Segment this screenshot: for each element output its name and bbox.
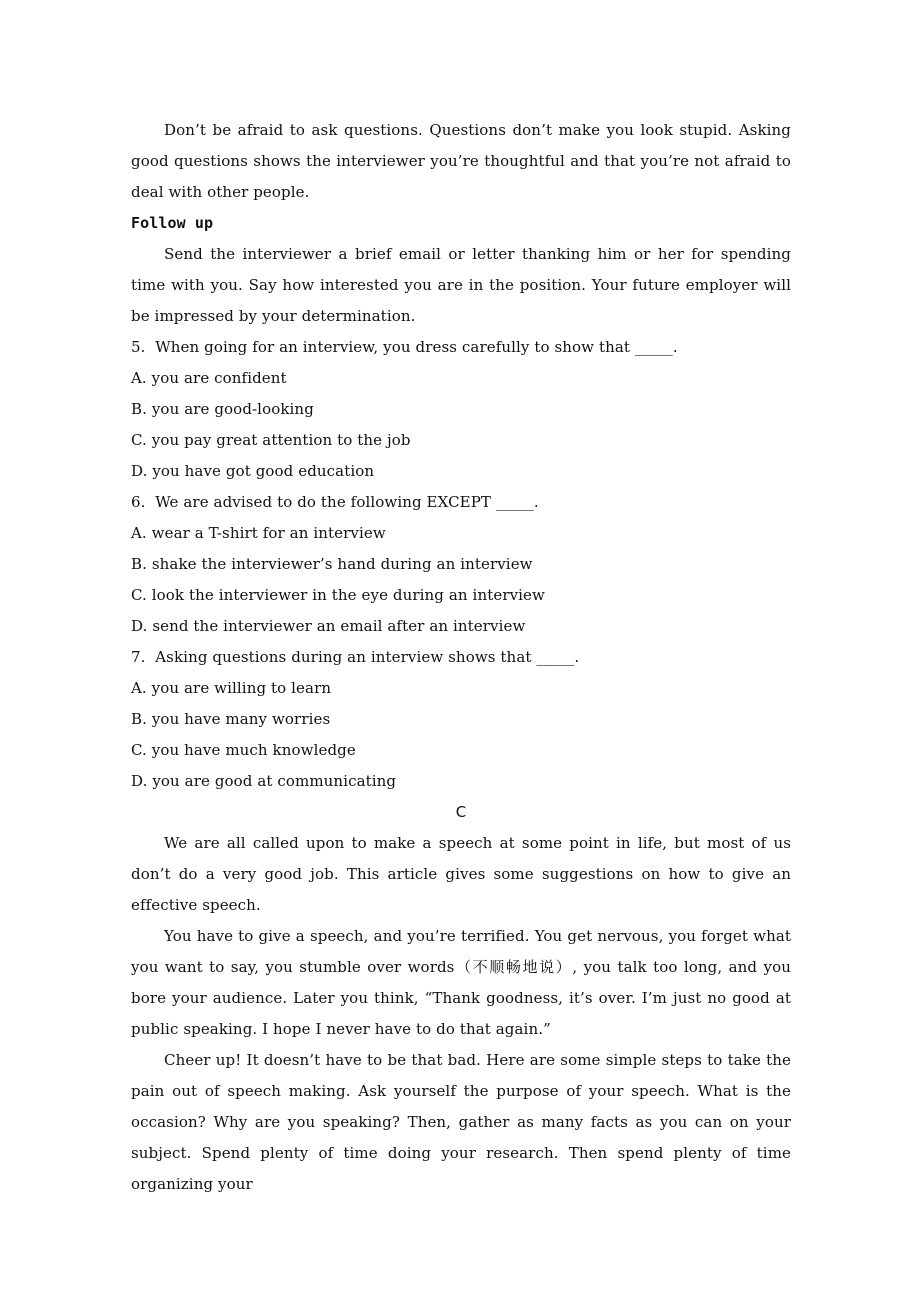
question-5-stem: 5. When going for an interview, you dress carefully to show that _____. — [131, 338, 678, 356]
section-c-paragraph-2: You have to give a speech, and you’re terrified. You get nervous, you forget what you want to say, you stumble over words（不顺畅地说）, you talk too long, and you bore your audience. Later you think, “Thank goodness, it’s over. I’m just no good at public speaking. I hope I never have to do that again.” — [131, 927, 791, 1038]
question-6-option-b: B. shake the interviewer’s hand during an interview — [131, 555, 533, 573]
question-7-stem: 7. Asking questions during an interview shows that _____. — [131, 648, 580, 666]
follow-up-heading: Follow up — [131, 214, 214, 232]
question-5-option-b: B. you are good-looking — [131, 400, 314, 418]
document-page — [131, 115, 791, 1200]
question-5-option-c: C. you pay great attention to the job — [131, 431, 411, 449]
question-block — [131, 332, 791, 487]
section-c-paragraph-1: We are all called upon to make a speech at some point in life, but most of us don’t do a very good job. This article gives some suggestions on how to give an effective speech. — [131, 834, 791, 914]
section-c-paragraph-3: Cheer up! It doesn’t have to be that bad. Here are some simple steps to take the pain out of speech making. Ask yourself the purpose of your speech. What is the occasion? Why are you speaking? Then, gather as many facts as you can on your subject. Spend plenty of time doing your research. Then spend plenty of time organizing your — [131, 1051, 791, 1193]
question-7-option-a: A. you are willing to learn — [131, 679, 332, 697]
question-6-option-c: C. look the interviewer in the eye during an interview — [131, 586, 545, 604]
question-5-option-d: D. you have got good education — [131, 462, 375, 480]
follow-up-paragraph: Send the interviewer a brief email or letter thanking him or her for spending time with you. Say how interested you are in the position. Your future employer will be impressed by your determination. — [131, 245, 791, 325]
question-6-stem: 6. We are advised to do the following EXCEPT _____. — [131, 493, 539, 511]
question-5-option-a: A. you are confident — [131, 369, 287, 387]
question-7-option-c: C. you have much knowledge — [131, 741, 356, 759]
question-6-option-d: D. send the interviewer an email after an interview — [131, 617, 526, 635]
question-7-option-b: B. you have many worries — [131, 710, 331, 728]
question-block — [131, 487, 791, 642]
question-7-option-d: D. you are good at communicating — [131, 772, 397, 790]
section-c-label: C — [455, 803, 467, 821]
question-block — [131, 642, 791, 797]
question-6-option-a: A. wear a T-shirt for an interview — [131, 524, 386, 542]
intro-paragraph: Don’t be afraid to ask questions. Questions don’t make you look stupid. Asking good questions shows the interviewer you’re thoughtful and that you’re not afraid to deal with other people. — [131, 121, 791, 201]
